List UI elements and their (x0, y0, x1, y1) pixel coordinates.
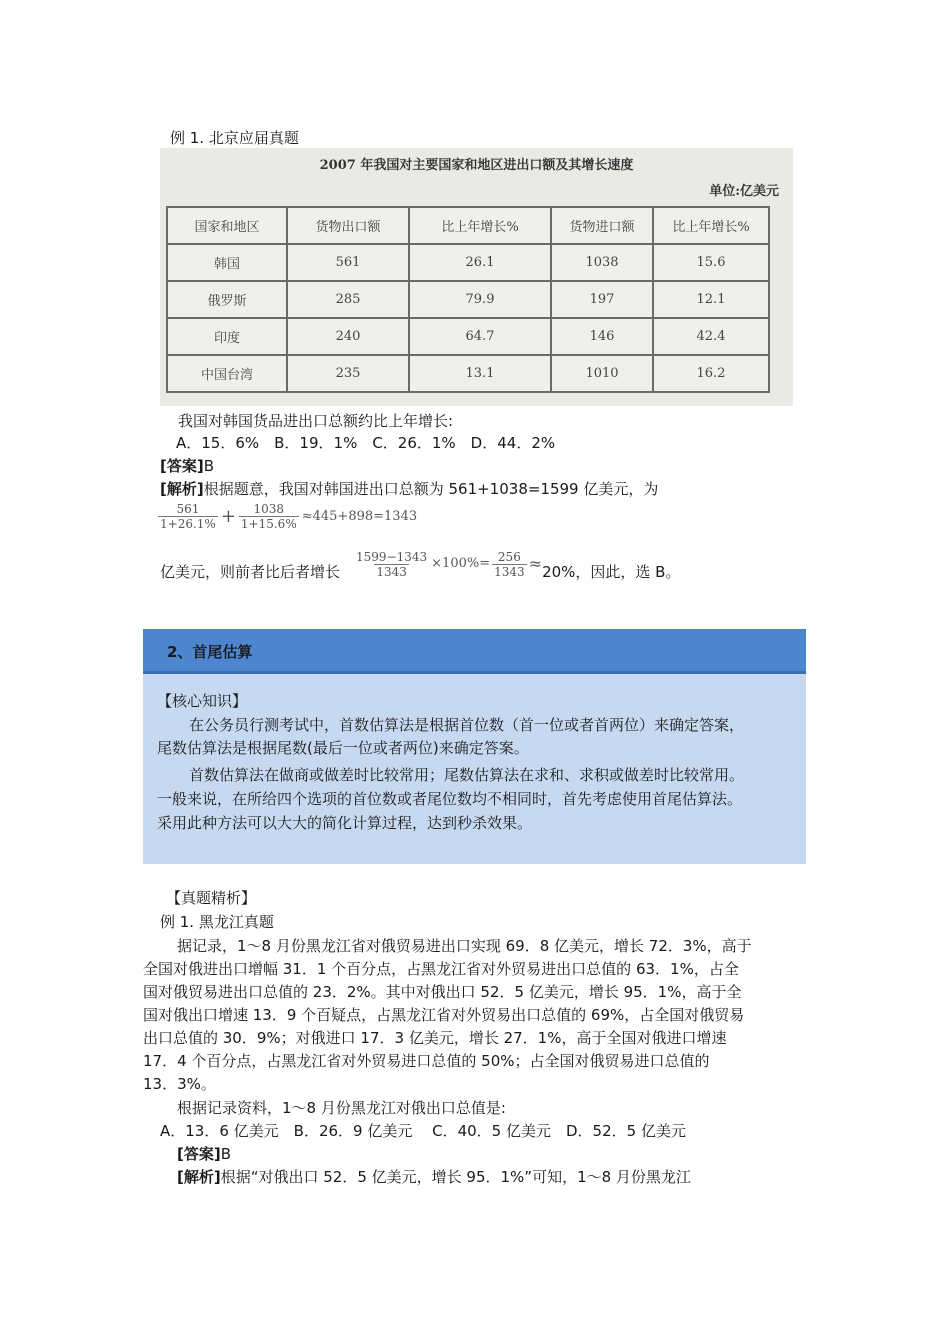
table-cell: 26.1 (409, 244, 551, 281)
body-line: 全国对俄进出口增幅 31．1 个百分点，占黑龙江省对外贸易进出口总值的 63．1%，占全 (143, 960, 739, 978)
body-line: 17．4 个百分点，占黑龙江省对外贸易进口总值的 50%；占全国对俄贸易进口总值的 (143, 1052, 710, 1070)
fraction: $\frac{561}{1+26.1\%}$ (160, 502, 216, 531)
core-paragraph-line: 尾数估算法是根据尾数(最后一位或者两位)来确定答案。 (157, 739, 529, 757)
answer-label: [答案] (177, 1145, 221, 1163)
table-cell: 12.1 (653, 281, 769, 318)
table-cell: 561 (287, 244, 409, 281)
analysis-text: 根据“对俄出口 52．5 亿美元，增长 95．1%”可知，1～8 月份黑龙江 (220, 1168, 691, 1186)
table-cell: 42.4 (653, 318, 769, 355)
trade-table (166, 206, 770, 393)
formula-mid: ×100%= (431, 556, 491, 571)
core-paragraph-line: 一般来说，在所给四个选项的首位数或者尾位数均不相同时，首先考虑使用首尾估算法。 (157, 790, 743, 808)
body-line: 国对俄出口增速 13．9 个百疑点，占黑龙江省对外贸易出口总值的 69%，占全国对俄贸易 (143, 1006, 745, 1024)
plus-sign: + (220, 506, 236, 527)
header-cell: 国家和地区 (167, 207, 287, 244)
fraction: $\frac{1038}{1+15.6\%}$ (240, 502, 297, 531)
body-line: 13．3%。 (143, 1075, 216, 1093)
table-row (167, 244, 769, 281)
table-cell: 韩国 (167, 244, 287, 281)
question-text: 根据记录资料，1～8 月份黑龙江对俄出口总值是: (177, 1099, 506, 1117)
analysis-label: [解析] (160, 480, 204, 498)
answer-line (177, 1143, 231, 1166)
core-knowledge-box (143, 674, 806, 864)
table-cell: 中国台湾 (167, 355, 287, 392)
analysis-text: 根据题意，我国对韩国进出口总额为 561+1038=1599 亿美元，为 (203, 480, 659, 498)
table-cell: 1010 (551, 355, 653, 392)
table-cell: 235 (287, 355, 409, 392)
table-unit: 单位:亿美元 (709, 184, 779, 199)
core-knowledge-label: 【核心知识】 (157, 692, 248, 710)
example-heading: 例 1. 黑龙江真题 (160, 913, 274, 931)
table-cell: 64.7 (409, 318, 551, 355)
header-cell: 货物进口额 (551, 207, 653, 244)
answer-value: B (203, 457, 215, 475)
answer-label: [答案] (160, 457, 204, 475)
example-heading: 例 1. 北京应届真题 (170, 129, 299, 147)
conclusion-line (160, 545, 680, 583)
table-row (167, 318, 769, 355)
body-line: 出口总值的 30．9%；对俄进口 17．3 亿美元，增长 27．1%，高于全国对俄进口增速 (143, 1029, 727, 1047)
core-paragraph-line: 采用此种方法可以大大的简化计算过程，达到秒杀效果。 (157, 814, 533, 832)
table-cell: 1038 (551, 244, 653, 281)
table-cell: 79.9 (409, 281, 551, 318)
table-row (167, 355, 769, 392)
section-title: 2、首尾估算 (167, 643, 253, 661)
fraction: $\frac{256}{1343}$ (494, 549, 525, 579)
table-cell: 13.1 (409, 355, 551, 392)
table-cell: 240 (287, 318, 409, 355)
question-text: 我国对韩国货品进出口总额约比上年增长: (178, 412, 454, 430)
table-cell: 197 (551, 281, 653, 318)
table-title: 2007 年我国对主要国家和地区进出口额及其增长速度 (319, 158, 634, 173)
answer-line (160, 455, 214, 477)
core-paragraph-line: 在公务员行测考试中，首数估算法是根据首位数（首一位或者首两位）来确定答案， (189, 716, 745, 734)
conclusion-pre: 亿美元，则前者比后者增长 (160, 563, 341, 581)
exam-analysis-label: 【真题精析】 (166, 889, 257, 907)
answer-options: A．15．6% B．19．1% C．26．1% D．44．2% (176, 434, 556, 452)
table-cell: 印度 (167, 318, 287, 355)
analysis-line (177, 1166, 691, 1189)
fraction: $\frac{1599-1343}{1343}$ (356, 549, 428, 579)
table-cell: 俄罗斯 (167, 281, 287, 318)
header-cell: 货物出口额 (287, 207, 409, 244)
section-header (143, 629, 806, 674)
table-row (167, 281, 769, 318)
answer-options: A．13．6 亿美元 B．26．9 亿美元 C．40．5 亿美元 D．52．5 亿美元 (160, 1122, 686, 1140)
conclusion-post: 20%，因此，选 B。 (542, 563, 681, 581)
body-line: 国对俄贸易进出口总值的 23．2%。其中对俄出口 52．5 亿美元，增长 95．1%，高于全 (143, 983, 742, 1001)
table-cell: 15.6 (653, 244, 769, 281)
formula-2 (354, 550, 542, 579)
core-paragraph-line: 首数估算法在做商或做差时比较常用；尾数估算法在求和、求积或做差时比较常用。 (189, 766, 745, 784)
analysis-label: [解析] (177, 1168, 221, 1186)
header-cell: 比上年增长% (409, 207, 551, 244)
table-cell: 146 (551, 318, 653, 355)
formula-1 (158, 502, 417, 531)
table-header-row (167, 207, 769, 244)
approx-sign: ≈ (528, 554, 543, 573)
formula-result: ≈445+898=1343 (301, 509, 418, 524)
table-cell: 285 (287, 281, 409, 318)
scanned-table-image (160, 148, 793, 406)
table-cell: 16.2 (653, 355, 769, 392)
header-cell: 比上年增长% (653, 207, 769, 244)
body-line: 据记录，1～8 月份黑龙江省对俄贸易进出口实现 69．8 亿美元，增长 72．3%，高于 (177, 937, 752, 955)
analysis-line (160, 478, 658, 500)
answer-value: B (220, 1145, 232, 1163)
